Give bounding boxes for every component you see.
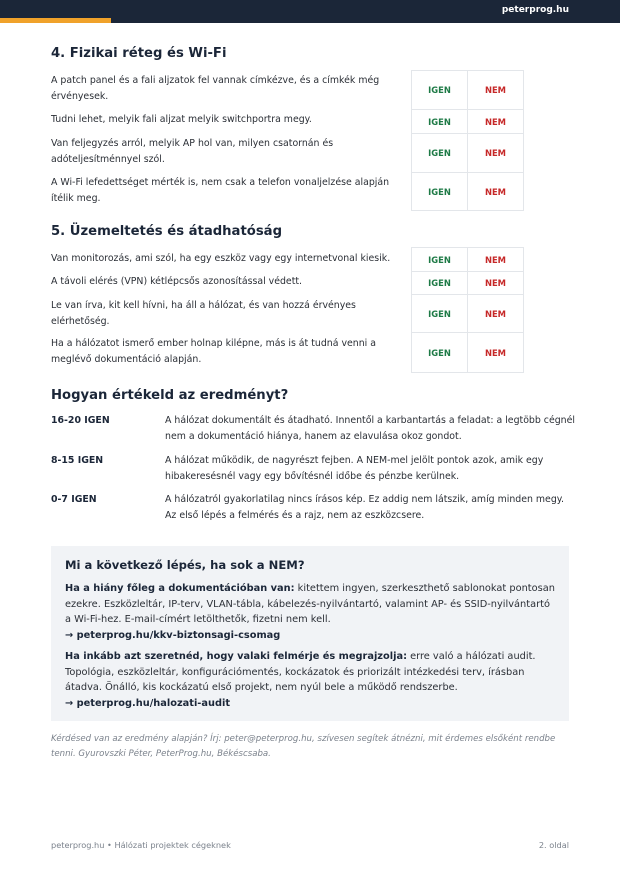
answer-row (412, 133, 523, 172)
question-4-4: A Wi-Fi lefedettséget mérték is, nem csak a telefon vonaljelzése alapján ítélik meg. (51, 177, 390, 204)
question-5-2: A távoli elérés (VPN) kétlépcsős azonosítással védett. (51, 276, 303, 287)
question-5-1: Van monitorozás, ami szól, ha egy eszköz vagy egy internetvonal kiesik. (51, 253, 391, 264)
callout-lead-templates: Ha a hiány főleg a dokumentációban van: (65, 583, 295, 594)
answer-row (412, 332, 523, 372)
answer-row (412, 294, 523, 332)
answer-grid-section-4 (411, 70, 524, 211)
brand-name: peterprog.hu (501, 5, 569, 15)
yes-option[interactable]: IGEN (412, 272, 468, 294)
no-option[interactable]: NEM (484, 148, 507, 158)
no-option[interactable]: NEM (484, 278, 507, 288)
score-label-high: 16-20 IGEN (51, 415, 110, 426)
callout-title: Mi a következő lépés, ha sok a NEM? (65, 558, 305, 572)
page-number: 2. oldal (538, 840, 569, 850)
no-option[interactable]: NEM (484, 308, 507, 319)
answer-row (412, 172, 523, 210)
next-steps-callout (51, 546, 569, 721)
templates-link[interactable]: → peterprog.hu/kkv-biztonsagi-csomag (65, 630, 281, 642)
section-4-title: 4. Fizikai réteg és Wi-Fi (51, 46, 227, 61)
answer-row (412, 71, 523, 109)
callout-paragraph-audit (65, 649, 557, 712)
evaluation-title: Hogyan értékeld az eredményt? (51, 388, 289, 403)
answer-row (412, 271, 523, 294)
question-5-4: Ha a hálózatot ismerő ember holnap kilépne, más is át tudná venni a meglévő dokumentáció alapján. (51, 338, 376, 365)
yes-option[interactable]: IGEN (412, 110, 468, 133)
no-option[interactable]: NEM (484, 116, 507, 127)
score-label-mid: 8-15 IGEN (51, 455, 104, 466)
yes-option[interactable]: IGEN (412, 71, 468, 109)
question-4-1: A patch panel és a fali aljzatok fel vannak címkézve, és a címkék még érvényesek. (51, 75, 380, 102)
callout-text-audit: erre való a hálózati audit. Topológia, eszközleltár, konfigurációmentés, kockázatok és priorizált intézkedési terv, írásban átadva. Önálló, kis kockázatú első projekt, nem nyúl bele a működő rendszerbe. (65, 651, 536, 694)
yes-option[interactable]: IGEN (412, 295, 468, 332)
question-5-3: Le van írva, kit kell hívni, ha áll a hálózat, és van hozzá érvényes elérhetőség. (51, 300, 356, 327)
callout-lead-audit: Ha inkább azt szeretnéd, hogy valaki felmérje és megrajzolja: (65, 651, 407, 662)
section-5-title: 5. Üzemeltetés és átadhatóság (51, 224, 283, 239)
contact-note: Kérdésed van az eredmény alapján? Írj: peter@peterprog.hu, szívesen segítek átnézni, mit érdemes elsőként rendbe tenni. Gyurovszki Péter, PeterProg.hu, Békéscsaba. (51, 734, 556, 760)
question-4-2: Tudni lehet, melyik fali aljzat melyik switchportra megy. (51, 114, 312, 125)
yes-option[interactable]: IGEN (412, 173, 468, 210)
yes-option[interactable]: IGEN (412, 248, 468, 271)
score-text-low: A hálózatról gyakorlatilag nincs írásos kép. Ez addig nem látszik, amíg minden megy. Az első lépés a felmérés és a rajz, nem az eszközcsere. (165, 494, 564, 521)
answer-grid-section-5 (411, 247, 524, 373)
score-text-mid: A hálózat működik, de nagyrészt fejben. A NEM-mel jelölt pontok azok, amik egy hibakeresésnél vagy egy bővítésnél időbe és pénzbe kerülnek. (165, 455, 544, 482)
answer-row (412, 248, 523, 271)
accent-stripe (0, 18, 111, 23)
callout-text-templates: kitettem ingyen, szerkeszthető sablonokat pontosan ezekre. Eszközleltár, IP-terv, VLAN-tábla, kábelezés-nyilvántartó, valamint AP- és SSID-nyilvántartó a Wi-Fi-hez. E-mail-címért letölthetők, fizetni nem kell. (65, 583, 555, 626)
no-option[interactable]: NEM (484, 85, 507, 95)
score-label-low: 0-7 IGEN (51, 494, 97, 505)
audit-link[interactable]: → peterprog.hu/halozati-audit (65, 698, 231, 710)
no-option[interactable]: NEM (484, 186, 507, 197)
no-option[interactable]: NEM (484, 347, 507, 358)
footer-site: peterprog.hu • Hálózati projektek cégeknek (51, 840, 231, 850)
no-option[interactable]: NEM (484, 254, 507, 265)
question-4-3: Van feljegyzés arról, melyik AP hol van, milyen csatornán és adóteljesítménnyel szól. (51, 138, 334, 165)
top-bar (0, 0, 620, 23)
yes-option[interactable]: IGEN (412, 333, 468, 372)
score-text-high: A hálózat dokumentált és átadható. Innentől a karbantartás a feladat: a legtöbb cégnél nem a dokumentáció hiánya, hanem az elavulása okoz gondot. (165, 415, 575, 442)
yes-option[interactable]: IGEN (412, 134, 468, 172)
callout-paragraph-templates (65, 581, 557, 644)
answer-row (412, 109, 523, 133)
